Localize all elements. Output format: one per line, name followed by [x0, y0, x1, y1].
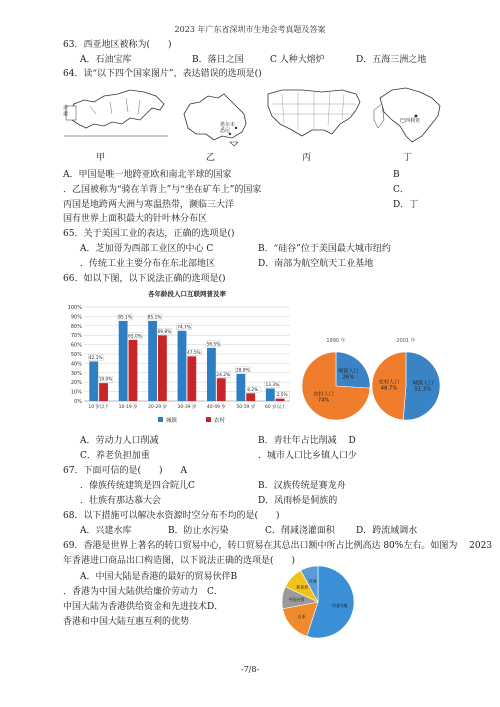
bar-data-label: 19.0% [98, 377, 113, 383]
q69-line-d: 香港和中国大陆互惠互利的优势 [63, 617, 190, 627]
bar-data-label: 65.0% [128, 334, 142, 340]
bar-chart-xtick: 30-39 岁 [177, 405, 197, 410]
q66-line-d: ．城市人口比乡镇人口少 [258, 451, 358, 461]
bar-data-label: 56.5% [206, 342, 221, 348]
hk-pie-label: 其他 [308, 578, 317, 584]
map-label-bing: 丙 [302, 153, 312, 163]
hk-import-pie [270, 562, 366, 642]
q69-line-b: ．香港为中国大陆供给廉价劳动力 C． [63, 587, 223, 597]
q66-stem: 66．如以下图，以下说法正确的选项是() [63, 274, 226, 284]
urban-rural-pies [296, 336, 446, 426]
q69-stem-1: 69．香港是世界上著名的转口贸易中心，转口贸易在其总出口额中所占比例高达 80%左右。如图为 2023 [63, 541, 493, 551]
map-australia-cities: 墨尔本 悉尼 [220, 122, 236, 134]
bar-chart-ytick: 70% [70, 333, 82, 340]
bar-chart-ytick: 80% [70, 323, 82, 330]
bar-chart-ytick: 20% [70, 380, 82, 387]
bar-chart [58, 287, 296, 429]
page-header: 2023 年广东省深圳市生地会考真题及答案 [174, 25, 326, 34]
q63-option-d: D．五海三洲之地 [356, 55, 427, 65]
pie-year-title: 2001 年 [396, 338, 416, 344]
bar-data-label: 13.3% [265, 382, 280, 388]
bar-data-label: 74.7% [177, 325, 191, 331]
bar-urban [178, 331, 187, 401]
legend-label-0: 城镇 [166, 418, 178, 424]
bar-data-label: 24.2% [216, 372, 231, 378]
bar-urban [236, 374, 245, 401]
map-label-yi: 乙 [206, 153, 216, 163]
q68-option-a: A．兴建水库 [80, 526, 132, 536]
q64-line-c: 丙国是地跨两大洲与寒温热带，濒临三大洋 [63, 200, 235, 210]
bar-chart-ytick: 30% [70, 370, 82, 377]
bar-chart-title: 各年龄段人口互联网普及率 [148, 290, 226, 298]
q64-line-c-letter: C． [393, 185, 409, 195]
bar-chart-ytick: 90% [70, 314, 82, 321]
q63-stem: 63．西亚地区被称为( ) [63, 40, 172, 50]
hk-pie-label: 日本 [297, 613, 306, 619]
q65-line-c: ．传统工业主要分布在东北部地区 [80, 259, 216, 269]
q64-stem: 64．读“以下四个国家图片”，表达错误的选项是() [63, 69, 262, 79]
q68-option-b: B．防止水污染 [168, 526, 229, 536]
q65-line-a: A．芝加哥为西部工业区的中心 C [80, 244, 214, 254]
q65-line-b: B．“硅谷”位于美国最大城市纽约 [258, 244, 391, 254]
bar-chart-xtick: 40-49 岁 [206, 405, 226, 410]
pie-slice-label: 农村人口 48.7% [378, 379, 400, 392]
bar-chart-ytick: 50% [70, 352, 82, 358]
bar-chart-ytick: 0% [74, 399, 82, 405]
bar-rural [129, 340, 138, 401]
q63-option-a: A．石油宝库 [80, 55, 132, 65]
legend-label-1: 农村 [214, 418, 226, 424]
q67-stem: 67．下面可信的是( ) A [63, 466, 187, 476]
q67-line-a: ．傣族传统建筑是四合院儿C [80, 481, 195, 491]
bar-data-label: 8.2% [247, 387, 259, 393]
q67-line-d: D．风雨桥是侗族的 [258, 496, 338, 506]
bar-data-label: 2.5% [276, 393, 288, 399]
bar-chart-xtick: 10-19 岁 [118, 405, 138, 410]
q69-line-c: 中国大陆为香港供给资金和先进技术D． [63, 602, 224, 612]
q66-line-a: A．劳动力人口削减 [80, 436, 159, 446]
q67-line-b: B．汉族传统是赛龙舟 [258, 481, 346, 491]
bar-urban [207, 348, 216, 401]
bar-data-label: 42.1% [88, 355, 103, 361]
hk-pie-label: 中国台湾 [288, 596, 305, 602]
bar-rural [217, 378, 226, 401]
bar-rural [158, 335, 167, 401]
map-label-ding: 丁 [403, 153, 413, 163]
bar-urban [148, 321, 157, 401]
q66-line-b: B．青壮年占比削减 D [258, 436, 356, 446]
bar-rural [276, 399, 285, 401]
bar-chart-xtick: 20-29 岁 [148, 405, 168, 410]
bar-urban [119, 321, 128, 401]
map-russia-label: 赤 道 [63, 105, 69, 117]
map-brazil [370, 80, 450, 150]
bar-chart-ytick: 10% [70, 389, 82, 396]
q64-line-b-letter: B [393, 170, 400, 180]
bar-chart-xtick: 10 岁以下 [88, 405, 110, 410]
bar-data-label: 69.8% [157, 329, 172, 335]
pie-slice-label: 城镇人口 51.3% [412, 380, 434, 393]
q68-option-c: C．削减浇灌面积 [265, 526, 335, 536]
map-usa [262, 80, 366, 148]
q64-line-d-letter: D．丁 [393, 200, 419, 210]
bar-chart-ytick: 100% [67, 305, 82, 311]
bar-data-label: 85.1% [147, 315, 162, 321]
pie-slice-label: 农村人口 74% [313, 391, 334, 404]
hk-pie-label: 中国内地 [331, 602, 348, 608]
q66-line-c: C．养老负担加重 [80, 451, 150, 461]
bar-rural [99, 383, 108, 401]
bar-chart-ytick: 40% [70, 361, 82, 368]
hk-pie-label: 新加坡 [296, 584, 309, 590]
map-australia [170, 84, 260, 148]
q64-line-a: A．甲国是唯一地跨亚欧和南北半球的国家 [63, 170, 232, 180]
bar-data-label: 47.5% [186, 350, 201, 356]
bar-chart-xtick: 50-59 岁 [236, 405, 256, 410]
q65-line-d: D．南部为航空航天工业基地 [258, 259, 374, 269]
q64-line-d: 国有世界上面积最大的针叶林分布区 [63, 214, 208, 224]
q64-line-b: ．乙国被称为“骑在羊背上”与“坐在矿车上”的国家 [63, 185, 262, 195]
q69-stem-2: 年香港进口商品出口构造图，以下说法正确的选项是( ) [63, 556, 296, 566]
q68-option-d: D．跨流域调水 [356, 526, 418, 536]
q65-stem: 65．关于美国工业的表达，正确的选项是() [63, 229, 235, 239]
q63-option-b: B．落日之国 [192, 55, 244, 65]
q63-option-c: C 人种大熔炉 [270, 55, 325, 65]
bar-urban [89, 361, 98, 401]
pie-slice-label: 城镇人口 26% [338, 368, 359, 381]
bar-chart-ytick: 60% [70, 342, 82, 349]
legend-swatch-0 [158, 417, 163, 422]
q69-line-a: A．中国大陆是香港的最好的贸易伙伴B [80, 572, 238, 582]
bar-data-label: 85.1% [118, 315, 132, 321]
bar-rural [246, 393, 255, 401]
bar-data-label: 28.8% [236, 368, 250, 374]
bar-urban [266, 388, 275, 401]
bar-chart-xtick: 60 岁以上 [264, 405, 286, 410]
map-label-jia: 甲 [96, 153, 106, 163]
map-brazil-capital: 巴西利亚 [400, 118, 421, 124]
map-russia [60, 84, 170, 144]
q68-stem: 68．以下措施可以解决水资源时空分布不均的是( ) [63, 511, 280, 521]
page-number: -7/8- [240, 665, 260, 674]
legend-swatch-1 [206, 417, 211, 422]
q67-line-c: ．壮族有那达慕大会 [80, 496, 162, 506]
pie-year-title: 1990 年 [326, 338, 346, 344]
bar-rural [187, 356, 196, 401]
